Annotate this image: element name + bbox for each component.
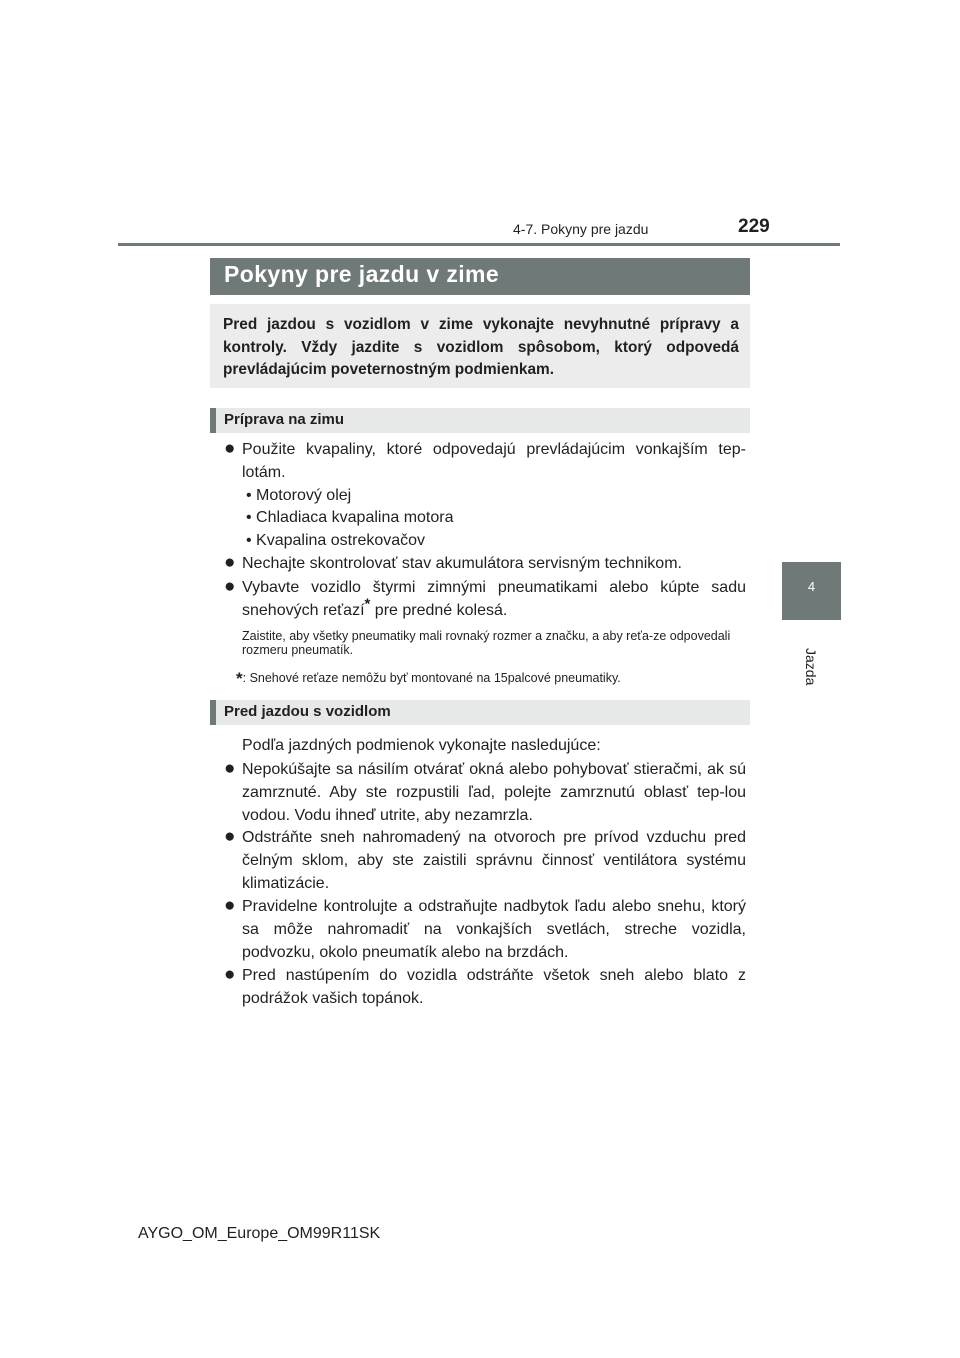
- bullet-fluids: [224, 438, 746, 484]
- bullet-text: Nepokúšajte sa násilím otvárať okná alebo pohybovať stieračmi, ak sú zamrznuté. Aby ste rozpustili ľad, polejte zamrznutú oblasť tep-lou vodou. Vodu ihneď utrite, aby nezamrzla.: [242, 761, 746, 824]
- list-item-engine-oil: • Motorový olej: [246, 487, 352, 504]
- bullet-text-part1: Vybavte vozidlo štyrmi zimnými pneumatikami alebo kúpte sadu snehových reťazí: [242, 579, 746, 619]
- bullet-text: [242, 576, 746, 622]
- bullet-dot: ●: [224, 552, 236, 573]
- bullet-text: Odstráňte sneh nahromadený na otvoroch pre prívod vzduchu pred čelným sklom, aby ste zaistili správnu činnosť ventilátora systému klimatizácie.: [242, 829, 746, 892]
- before-driving-lead: Podľa jazdných podmienok vykonajte nasledujúce:: [242, 737, 601, 754]
- chapter-label-text: Jazda: [803, 648, 819, 686]
- bullet-text-part2: pre predné kolesá.: [370, 602, 508, 619]
- footnote-marker: *: [364, 595, 371, 613]
- page-number: 229: [738, 216, 770, 237]
- bullet-dot: ●: [224, 895, 236, 916]
- winter-prep-heading: Príprava na zimu: [210, 408, 750, 433]
- footnote-text: : Snehové reťaze nemôžu byť montované na 15palcové pneumatiky.: [242, 671, 621, 685]
- bullet-text: Nechajte skontrolovať stav akumulátora servisným technikom.: [242, 555, 682, 572]
- bullet-ice-removal: [224, 895, 746, 964]
- running-header-section: 4-7. Pokyny pre jazdu: [513, 221, 649, 237]
- bullet-dot: ●: [224, 438, 236, 459]
- bullet-dot: ●: [224, 576, 236, 597]
- bullet-text: Pravidelne kontrolujte a odstraňujte nadbytok ľadu alebo snehu, ktorý sa môže nahromadiť na vonkajších svetlách, streche vozidla, podvozku, okolo pneumatík alebo na brzdách.: [242, 898, 746, 961]
- chapter-side-label: [781, 648, 841, 708]
- bullet-text: Pred nastúpením do vozidla odstráňte všetok sneh alebo blato z podrážok vašich topánok.: [242, 967, 746, 1007]
- tire-note: Zaistite, aby všetky pneumatiky mali rovnaký rozmer a značku, a aby reťa-ze odpovedali rozmeru pneumatík.: [242, 629, 731, 657]
- page-title: Pokyny pre jazdu v zime: [224, 261, 500, 287]
- bullet-battery: [224, 552, 746, 575]
- bullet-air-intake: [224, 826, 746, 895]
- bullet-text: Použite kvapaliny, ktoré odpovedajú prevládajúcim vonkajším tep-lotám.: [242, 441, 746, 481]
- intro-box: Pred jazdou s vozidlom v zime vykonajte nevyhnutné prípravy a kontroly. Vždy jazdite s vozidlom spôsobom, ktorý odpovedá prevládajúcim poveternostným podmienkam.: [210, 304, 750, 388]
- bullet-dot: ●: [224, 964, 236, 985]
- bullet-dot: ●: [224, 758, 236, 779]
- list-item-washer-fluid: • Kvapalina ostrekovačov: [246, 532, 426, 549]
- bullet-shoe-snow: [224, 964, 746, 1010]
- header-divider: [118, 243, 840, 246]
- chapter-tab: 4: [782, 562, 841, 620]
- bullet-frozen-windows: [224, 758, 746, 827]
- footnote: [236, 671, 621, 686]
- list-item-coolant: • Chladiaca kvapalina motora: [246, 509, 454, 526]
- footnote-asterisk: *: [236, 669, 243, 688]
- before-driving-heading: Pred jazdou s vozidlom: [210, 700, 750, 725]
- section-title-bar: [210, 258, 750, 295]
- document-code-footer: AYGO_OM_Europe_OM99R11SK: [138, 1225, 381, 1242]
- bullet-dot: ●: [224, 826, 236, 847]
- bullet-tires: [224, 576, 746, 622]
